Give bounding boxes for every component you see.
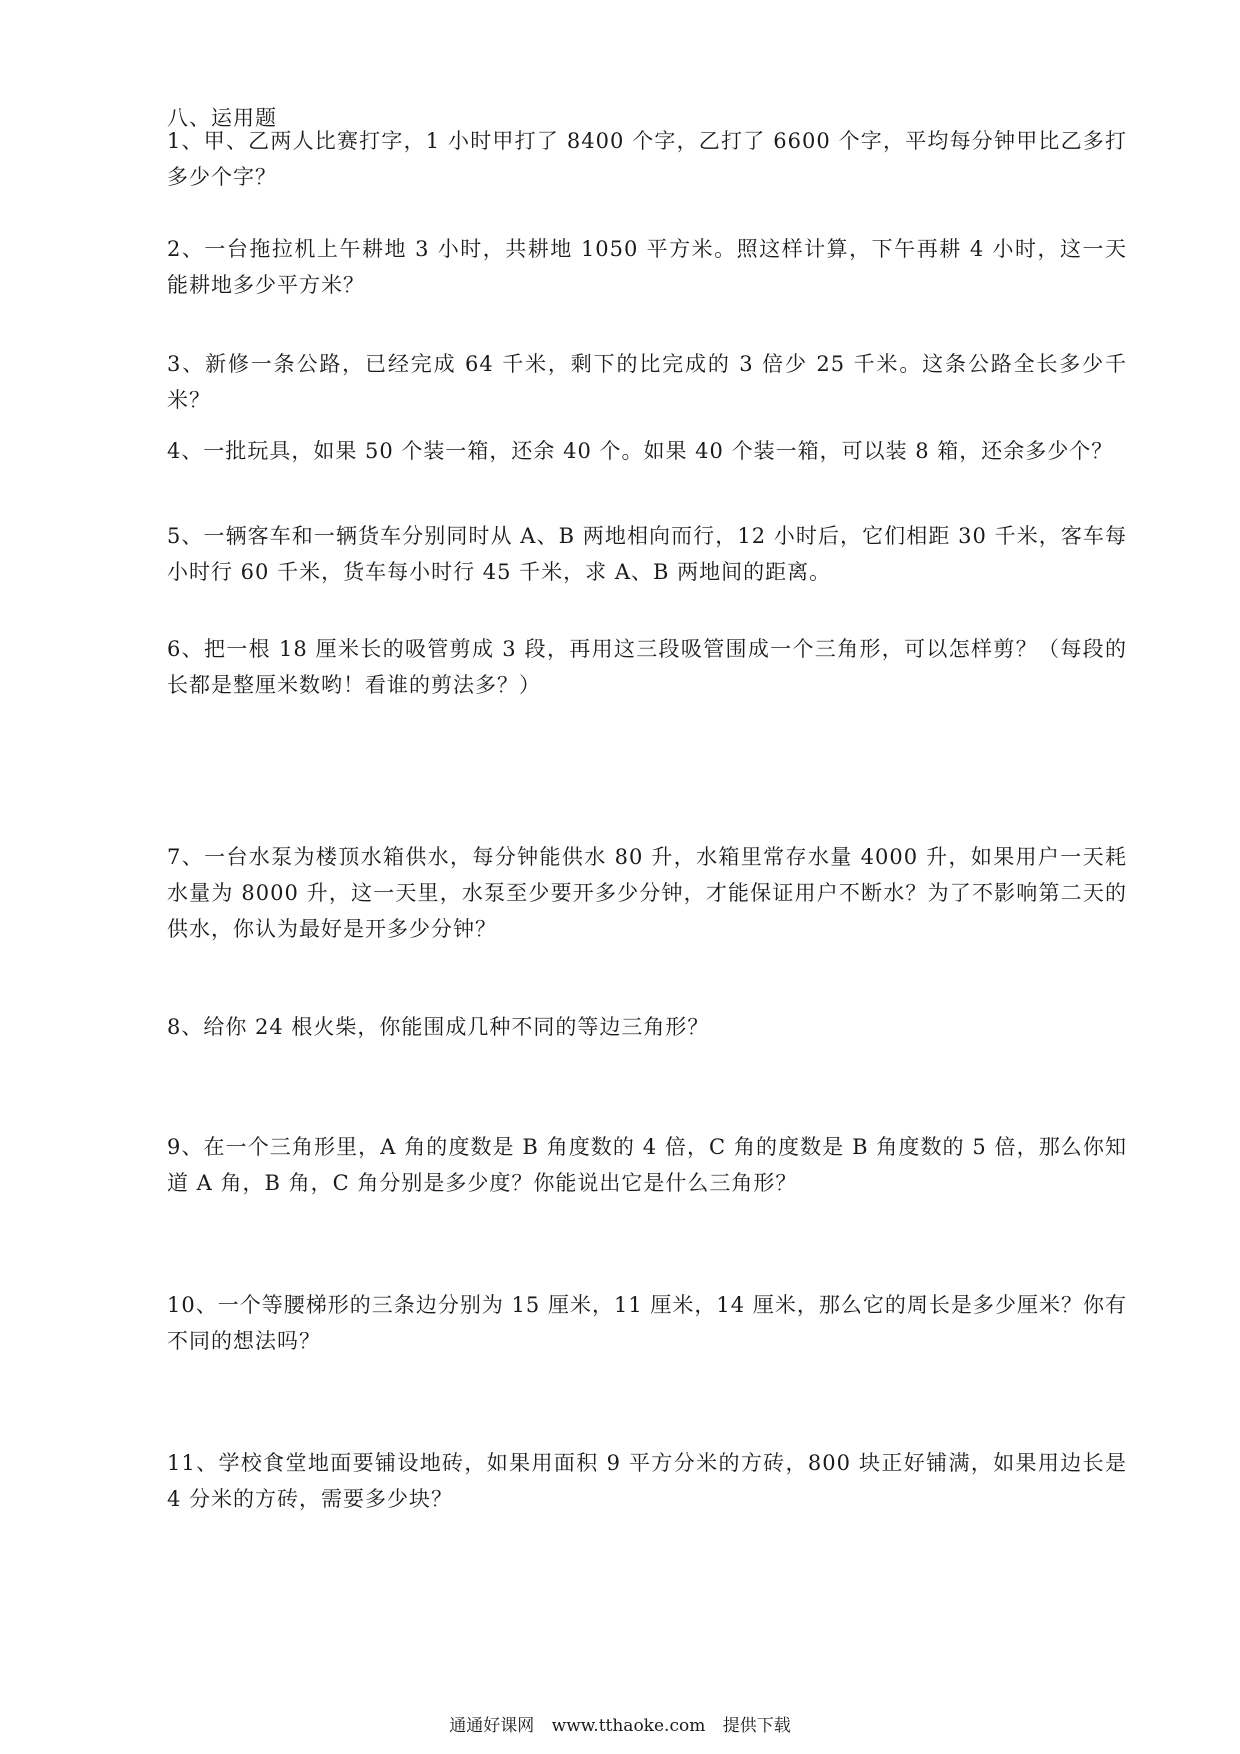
question-10: 10、一个等腰梯形的三条边分别为 15 厘米，11 厘米，14 厘米，那么它的周长是多少厘米？你有不同的想法吗？ xyxy=(167,1293,1127,1353)
section-title: 八、运用题 xyxy=(167,106,277,130)
footer-url[interactable]: www.tthaoke.com xyxy=(551,1716,706,1736)
page-footer xyxy=(0,1711,1240,1736)
question-4: 4、一批玩具，如果 50 个装一箱，还余 40 个。如果 40 个装一箱，可以装 8 箱，还余多少个？ xyxy=(167,439,1114,463)
question-7: 7、一台水泵为楼顶水箱供水，每分钟能供水 80 升，水箱里常存水量 4000 升，如果用户一天耗水量为 8000 升，这一天里，水泵至少要开多少分钟，才能保证用户不断水？为了不影响第二天的供水，你认为最好是开多少分钟？ xyxy=(167,845,1127,941)
question-5: 5、一辆客车和一辆货车分别同时从 A、B 两地相向而行，12 小时后，它们相距 30 千米，客车每小时行 60 千米，货车每小时行 45 千米，求 A、B 两地间的距离。 xyxy=(167,524,1127,584)
question-3: 3、新修一条公路，已经完成 64 千米，剩下的比完成的 3 倍少 25 千米。这条公路全长多少千米？ xyxy=(167,352,1127,412)
footer-site-name: 通通好课网 xyxy=(449,1716,535,1736)
question-1: 1、甲、乙两人比赛打字，1 小时甲打了 8400 个字，乙打了 6600 个字，平均每分钟甲比乙多打多少个字？ xyxy=(167,129,1127,189)
footer-suffix: 提供下载 xyxy=(722,1716,791,1736)
question-11: 11、学校食堂地面要铺设地砖，如果用面积 9 平方分米的方砖，800 块正好铺满，如果用边长是 4 分米的方砖，需要多少块？ xyxy=(167,1451,1127,1511)
question-9: 9、在一个三角形里，A 角的度数是 B 角度数的 4 倍，C 角的度数是 B 角度数的 5 倍，那么你知道 A 角，B 角，C 角分别是多少度？你能说出它是什么三角形？ xyxy=(167,1135,1127,1195)
question-8: 8、给你 24 根火柴，你能围成几种不同的等边三角形？ xyxy=(167,1015,710,1039)
question-6: 6、把一根 18 厘米长的吸管剪成 3 段，再用这三段吸管围成一个三角形，可以怎样剪？（每段的长都是整厘米数哟！看谁的剪法多？） xyxy=(167,637,1127,697)
question-2: 2、一台拖拉机上午耕地 3 小时，共耕地 1050 平方米。照这样计算，下午再耕 4 小时，这一天能耕地多少平方米？ xyxy=(167,237,1127,297)
